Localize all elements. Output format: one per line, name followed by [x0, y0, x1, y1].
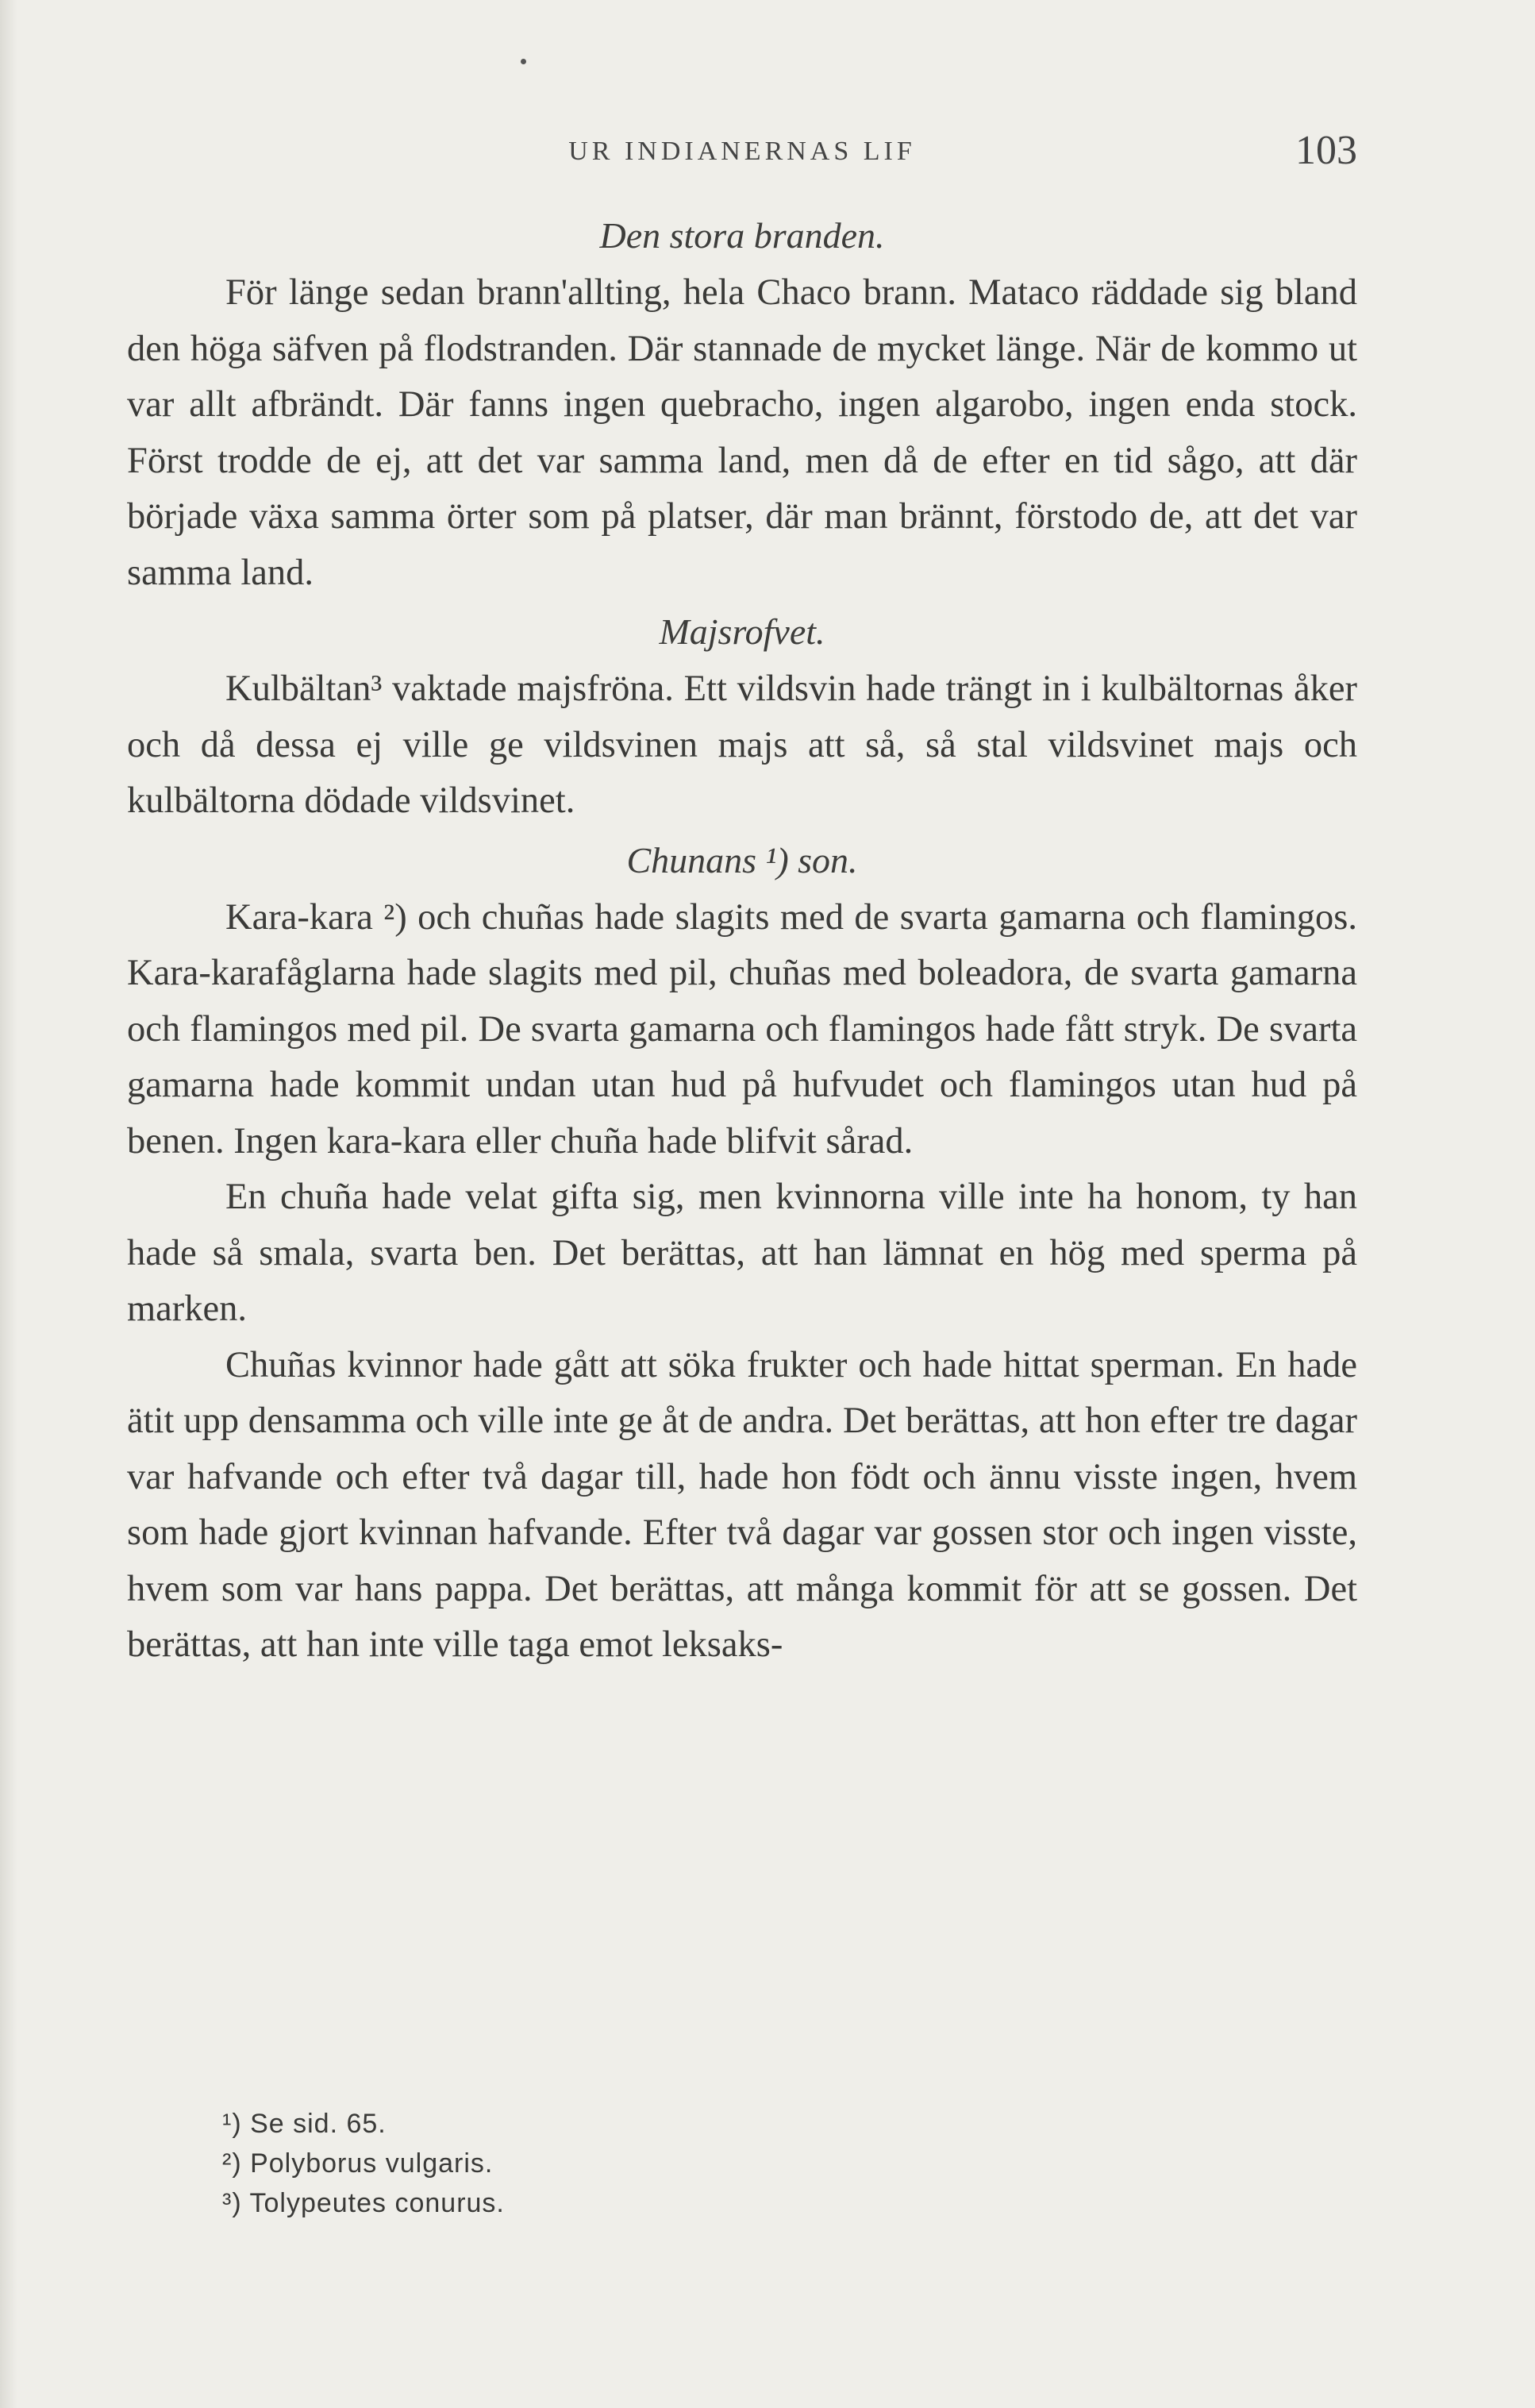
paragraph: Kara-kara ²) och chuñas hade slagits med de svarta gamarna och flamingos. Kara-karafåglarna hade slagits med pil, chuñas med boleadora, de svarta gamarna och flamingos med pil. De svarta gamarna och flamingos hade fått stryk. De svarta gamarna hade kommit undan utan hud på hufvudet och flamingos utan hud på benen. Ingen kara-kara eller chuña hade blifvit sårad.: [127, 896, 1357, 1162]
page-number: 103: [1295, 128, 1357, 173]
paragraph: Kulbältan³ vaktade majsfröna. Ett vildsvin hade trängt in i kulbältornas åker och då dessa ej ville ge vildsvinen majs att så, så stal vildsvinet majs och kulbältorna dödade vildsvinet.: [127, 668, 1357, 821]
section-chunans-son: [127, 834, 1357, 1674]
page-gutter-shadow: [0, 0, 17, 2408]
footnote: ¹) Se sid. 65.: [222, 2109, 387, 2139]
section-majsrofvet: [127, 606, 1357, 830]
paragraph: Chuñas kvinnor hade gått att söka frukter och hade hittat sperman. En hade ätit upp densamma och ville inte ge åt de andra. Det berättas, att hon efter tre dagar var hafvande och efter två dagar till, hade hon födt och ännu visste ingen, hvem som hade gjort kvinnan hafvande. Efter två dagar var gossen stor och ingen visste, hvem som var hans pappa. Det berättas, att många kommit för att se gossen. Det berättas, att han inte ville taga emot leksaks-: [127, 1344, 1357, 1665]
footnote: ²) Polyborus vulgaris.: [222, 2148, 494, 2179]
body-text: [127, 205, 1357, 1674]
running-title: UR INDIANERNAS LIF: [568, 137, 916, 166]
footnotes: [222, 2104, 1175, 2223]
section-heading: Den stora branden.: [599, 215, 885, 256]
footnote: ³) Tolypeutes conurus.: [222, 2188, 505, 2218]
section-heading: Majsrofvet.: [659, 611, 825, 652]
section-heading: Chunans ¹) son.: [626, 839, 858, 880]
paragraph: En chuña hade velat gifta sig, men kvinnorna ville inte ha honom, ty han hade så smala, svarta ben. Det berättas, att han lämnat en hög med sperma på marken.: [127, 1177, 1357, 1329]
section-den-stora-branden: [127, 210, 1357, 601]
paragraph: För länge sedan brann'allting, hela Chaco brann. Mataco räddade sig bland den höga säfven på flodstranden. Där stannade de mycket länge. När de kommo ut var allt afbrändt. Där fanns ingen quebracho, ingen algarobo, ingen enda stock. Först trodde de ej, att det var samma land, men då de efter en tid sågo, att där började växa samma örter som på platser, där man brännt, förstodo de, att det var samma land.: [127, 272, 1357, 593]
page-header: [127, 127, 1357, 183]
print-speck: [521, 59, 526, 64]
